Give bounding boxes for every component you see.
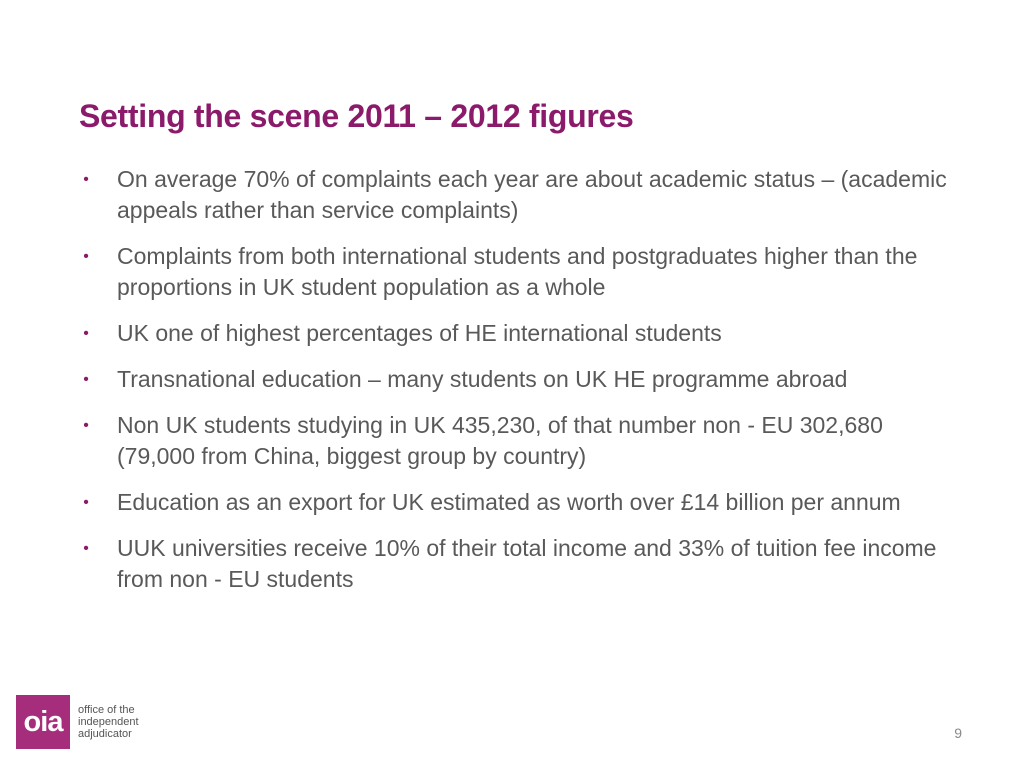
bullet-text: UUK universities receive 10% of their total income and 33% of tuition fee income from non - EU students xyxy=(117,535,937,592)
bullet-item xyxy=(79,318,959,349)
bullet-marker: • xyxy=(83,248,89,265)
logo-line-3: adjudicator xyxy=(78,728,132,740)
bullet-marker: • xyxy=(83,540,89,557)
oia-logo xyxy=(16,695,139,749)
bullet-marker: • xyxy=(83,171,89,188)
bullet-item xyxy=(79,164,959,226)
bullet-text: Complaints from both international students and postgraduates higher than the proportions in UK student population as a whole xyxy=(117,243,918,300)
slide-title: Setting the scene 2011 – 2012 figures xyxy=(79,98,634,134)
bullet-text: Education as an export for UK estimated as worth over £14 billion per annum xyxy=(117,489,901,515)
bullet-text: Non UK students studying in UK 435,230, of that number non - EU 302,680 (79,000 from China, biggest group by country) xyxy=(117,412,883,469)
bullet-marker: • xyxy=(83,325,89,342)
logo-line-2: independent xyxy=(78,716,139,728)
page-number: 9 xyxy=(954,725,962,741)
oia-logo-mark: oia xyxy=(16,695,70,749)
bullet-list xyxy=(79,164,959,610)
bullet-text: UK one of highest percentages of HE international students xyxy=(117,320,722,346)
bullet-marker: • xyxy=(83,371,89,388)
bullet-item xyxy=(79,364,959,395)
bullet-item xyxy=(79,410,959,472)
bullet-text: Transnational education – many students on UK HE programme abroad xyxy=(117,366,848,392)
bullet-marker: • xyxy=(83,494,89,511)
bullet-item xyxy=(79,241,959,303)
bullet-text: On average 70% of complaints each year are about academic status – (academic appeals rather than service complaints) xyxy=(117,166,947,223)
bullet-item xyxy=(79,533,959,595)
logo-line-1: office of the xyxy=(78,704,135,716)
bullet-marker: • xyxy=(83,417,89,434)
bullet-item xyxy=(79,487,959,518)
oia-logo-text xyxy=(78,704,139,740)
